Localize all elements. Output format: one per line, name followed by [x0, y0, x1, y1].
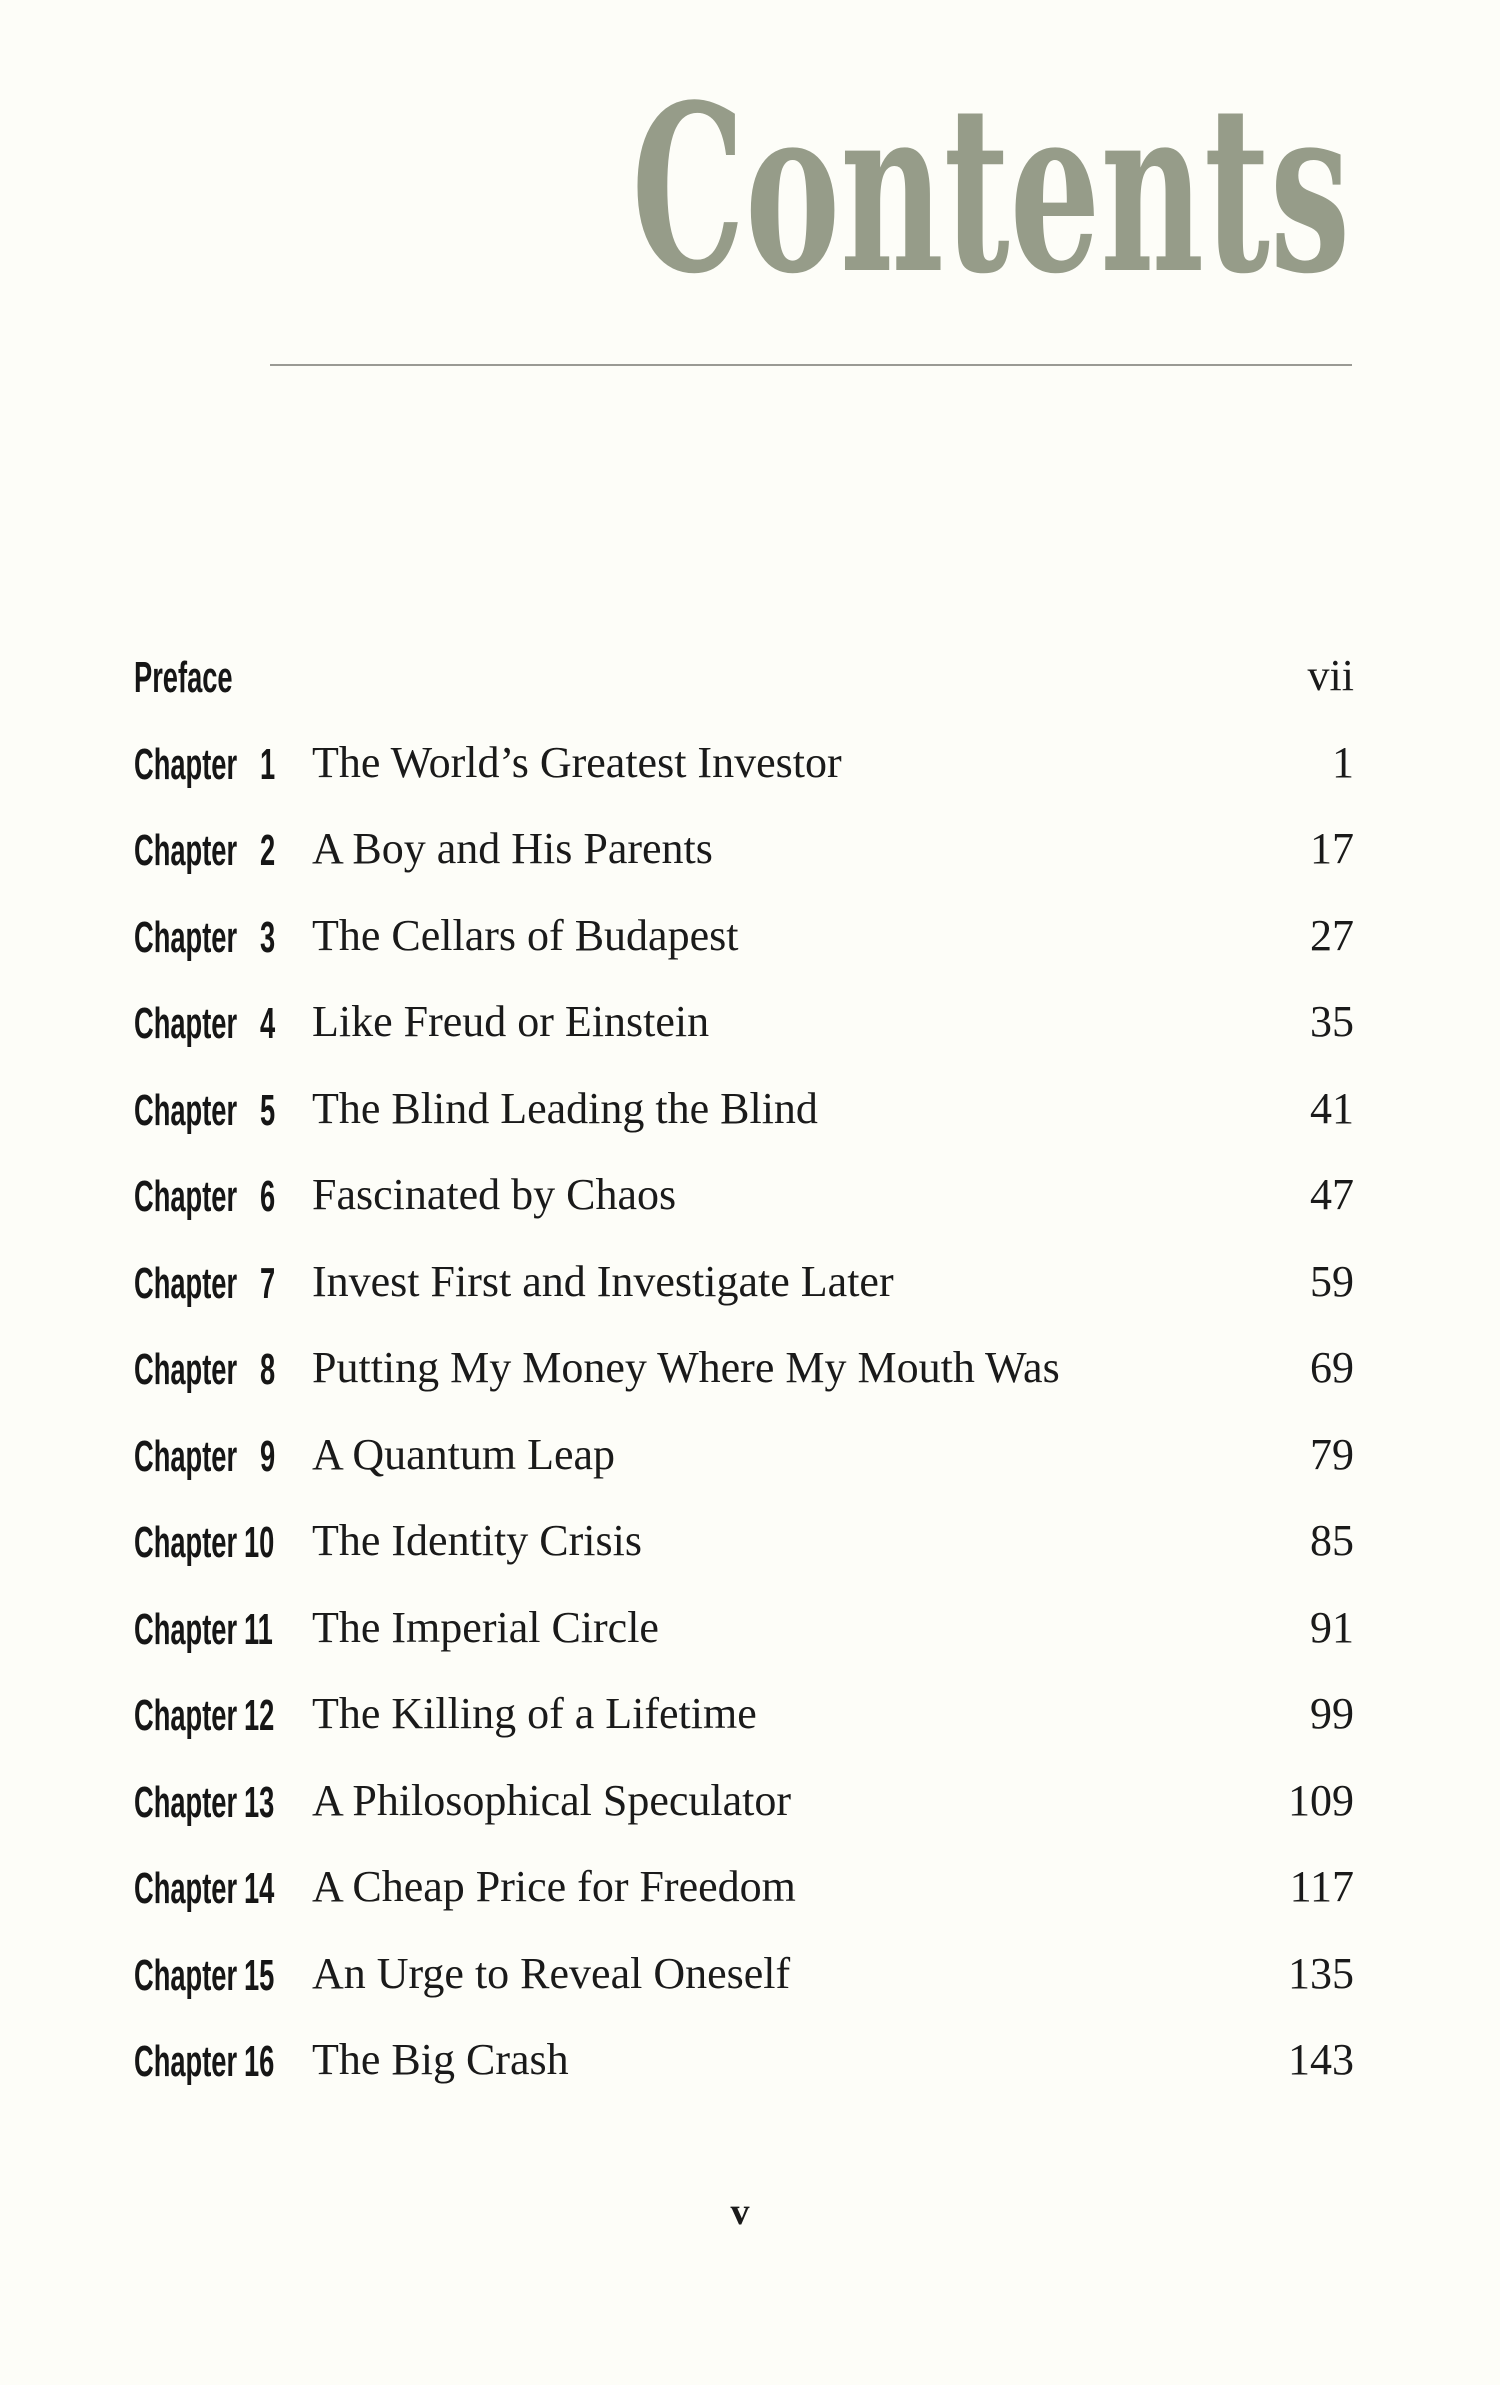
- toc-entry: [134, 1241, 1354, 1328]
- chapter-label: Chapter: [134, 1604, 238, 1654]
- chapter-number: 7: [260, 1258, 276, 1308]
- chapter-page-number: 79: [1310, 1429, 1354, 1479]
- page-title: Contents: [631, 55, 1350, 325]
- chapter-number: 1: [260, 739, 276, 789]
- chapter-title: The Blind Leading the Blind: [312, 1083, 818, 1133]
- toc-entry: [134, 808, 1354, 895]
- chapter-title: Putting My Money Where My Mouth Was: [312, 1343, 1060, 1392]
- chapter-number: 6: [260, 1172, 276, 1221]
- toc-entry-preface: [134, 635, 1354, 722]
- toc-entry: [134, 1587, 1354, 1674]
- toc-entry: [134, 1068, 1354, 1155]
- chapter-page-number: 47: [1310, 1170, 1354, 1219]
- chapter-page-number: 17: [1310, 824, 1354, 873]
- chapter-page-number: 109: [1288, 1775, 1354, 1825]
- toc-entry: [134, 1933, 1354, 2020]
- chapter-title: The World’s Greatest Investor: [312, 737, 842, 787]
- chapter-number: 4: [260, 999, 276, 1048]
- chapter-title: A Quantum Leap: [312, 1429, 616, 1479]
- chapter-page-number: 69: [1310, 1343, 1354, 1392]
- chapter-number: 5: [260, 1085, 276, 1135]
- toc-entry: [134, 722, 1354, 809]
- chapter-label: Chapter: [134, 1518, 238, 1567]
- toc-entry: [134, 1154, 1354, 1241]
- chapter-title: A Cheap Price for Freedom: [312, 1862, 796, 1911]
- chapter-number: 12: [244, 1691, 275, 1740]
- chapter-title: The Big Crash: [312, 2035, 569, 2084]
- toc-entry: [134, 1673, 1354, 1760]
- chapter-page-number: 135: [1288, 1948, 1354, 1998]
- chapter-number: 14: [244, 1864, 275, 1913]
- chapter-number: 15: [244, 1950, 275, 2000]
- chapter-number: 2: [260, 826, 276, 875]
- toc-entry: [134, 1500, 1354, 1587]
- chapter-title: A Boy and His Parents: [312, 824, 713, 873]
- chapter-page-number: 143: [1288, 2035, 1354, 2084]
- chapter-number: 11: [244, 1604, 273, 1654]
- toc-entry: [134, 981, 1354, 1068]
- preface-page-number: vii: [1307, 651, 1354, 700]
- chapter-title: A Philosophical Speculator: [312, 1775, 792, 1825]
- toc-entry: [134, 1846, 1354, 1933]
- chapter-page-number: 1: [1332, 737, 1354, 787]
- chapter-title: Invest First and Investigate Later: [312, 1256, 894, 1306]
- toc-entry: [134, 1327, 1354, 1414]
- chapter-title: Like Freud or Einstein: [312, 997, 710, 1046]
- preface-label: Preface: [134, 653, 233, 702]
- chapter-title: An Urge to Reveal Oneself: [312, 1948, 791, 1998]
- chapter-title: The Imperial Circle: [312, 1602, 659, 1652]
- chapter-page-number: 117: [1289, 1862, 1354, 1911]
- chapter-label: Chapter: [134, 1950, 238, 2000]
- chapter-label: Chapter: [134, 739, 238, 789]
- chapter-page-number: 85: [1310, 1516, 1354, 1565]
- chapter-number: 3: [260, 912, 276, 962]
- title-rule: [270, 364, 1352, 366]
- chapter-page-number: 41: [1310, 1083, 1354, 1133]
- chapter-label: Chapter: [134, 999, 238, 1048]
- chapter-label: Chapter: [134, 1345, 238, 1394]
- chapter-page-number: 59: [1310, 1256, 1354, 1306]
- chapter-label: Chapter: [134, 2037, 238, 2086]
- chapter-label: Chapter: [134, 912, 238, 962]
- chapter-title: The Killing of a Lifetime: [312, 1689, 757, 1738]
- chapter-title: The Cellars of Budapest: [312, 910, 739, 960]
- chapter-page-number: 27: [1310, 910, 1354, 960]
- chapter-page-number: 99: [1310, 1689, 1354, 1738]
- toc-entry: [134, 1760, 1354, 1847]
- chapter-number: 13: [244, 1777, 275, 1827]
- chapter-page-number: 91: [1310, 1602, 1354, 1652]
- chapter-title: Fascinated by Chaos: [312, 1170, 677, 1219]
- chapter-label: Chapter: [134, 1777, 238, 1827]
- chapter-number: 10: [244, 1518, 275, 1567]
- chapter-label: Chapter: [134, 1431, 238, 1481]
- chapter-label: Chapter: [134, 1864, 238, 1913]
- toc-entry: [134, 1414, 1354, 1501]
- chapter-label: Chapter: [134, 1172, 238, 1221]
- chapter-label: Chapter: [134, 1258, 238, 1308]
- toc-entry: [134, 2019, 1354, 2106]
- chapter-label: Chapter: [134, 826, 238, 875]
- chapter-label: Chapter: [134, 1691, 238, 1740]
- chapter-number: 8: [260, 1345, 276, 1394]
- chapter-number: 9: [260, 1431, 276, 1481]
- chapter-label: Chapter: [134, 1085, 238, 1135]
- table-of-contents: [134, 635, 1354, 2106]
- toc-entry: [134, 895, 1354, 982]
- chapter-number: 16: [244, 2037, 275, 2086]
- chapter-page-number: 35: [1310, 997, 1354, 1046]
- page-folio: v: [730, 2191, 750, 2233]
- chapter-title: The Identity Crisis: [312, 1516, 642, 1565]
